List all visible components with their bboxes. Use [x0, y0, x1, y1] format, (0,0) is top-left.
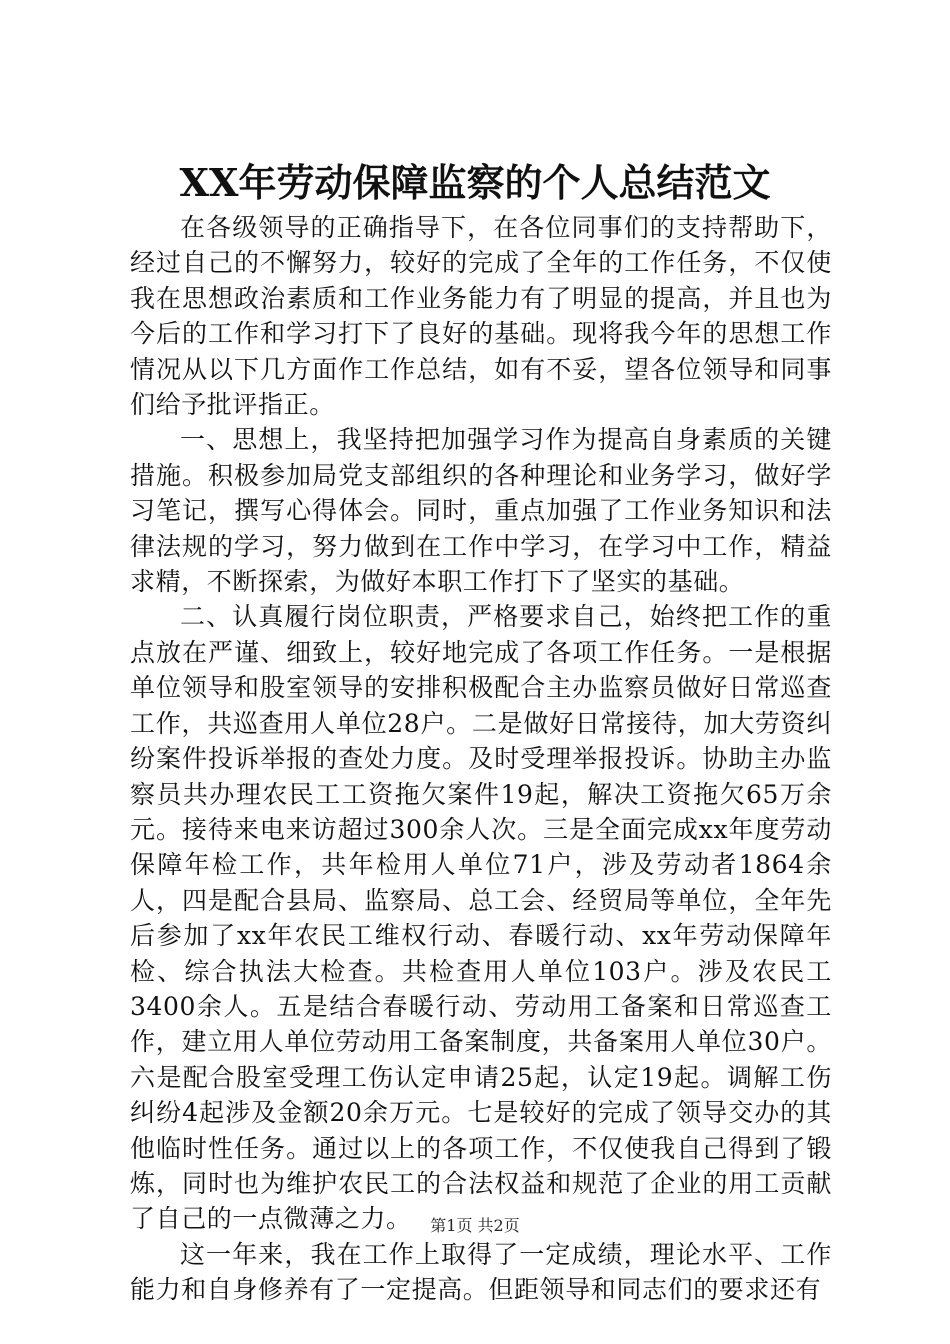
paragraph-thought: 一、思想上，我坚持把加强学习作为提高自身素质的关键措施。积极参加局党支部组织的各种理论和业务学习，做好学习笔记，撰写心得体会。同时，重点加强了工作业务知识和法律法规的学习，努力做到在工作中学习，在学习中工作，精益求精，不断探索，为做好本职工作打下了坚实的基础。 [130, 425, 832, 597]
paragraph-conclusion: 这一年来，我在工作上取得了一定成绩，理论水平、工作能力和自身修养有了一定提高。但距领导和同志们的要求还有 [130, 1239, 832, 1305]
document-title: XX年劳动保障监察的个人总结范文 [179, 160, 771, 205]
page-number-footer: 第1页 共2页 [430, 1216, 520, 1235]
paragraph-duties: 二、认真履行岗位职责，严格要求自己，始终把工作的重点放在严谨、细致上，较好地完成了各项工作任务。一是根据单位领导和股室领导的安排积极配合主办监察员做好日常巡查工作，共巡查用人单位28户。二是做好日常接待，加大劳资纠纷案件投诉举报的查处力度。及时受理举报投诉。协助主办监察员共办理农民工工资拖欠案件19起，解决工资拖欠65万余元。接待来电来访超过300余人次。三是全面完成xx年度劳动保障年检工作，共年检用人单位71户，涉及劳动者1864余人，四是配合县局、监察局、总工会、经贸局等单位，全年先后参加了xx年农民工维权行动、春暖行动、xx年劳动保障年检、综合执法大检查。共检查用人单位103户。涉及农民工3400余人。五是结合春暖行动、劳动用工备案和日常巡查工作，建立用人单位劳动用工备案制度，共备案用人单位30户。六是配合股室受理工伤认定申请25起，认定19起。调解工伤纠纷4起涉及金额20余万元。七是较好的完成了领导交办的其他临时性任务。通过以上的各项工作，不仅使我自己得到了锻炼，同时也为维护农民工的合法权益和规范了企业的用工贡献了自己的一点微薄之力。 [130, 602, 832, 1234]
document-body [130, 210, 832, 1308]
paragraph-intro: 在各级领导的正确指导下，在各位同事们的支持帮助下，经过自己的不懈努力，较好的完成了全年的工作任务，不仅使我在思想政治素质和工作业务能力有了明显的提高，并且也为今后的工作和学习打下了良好的基础。现将我今年的思想工作情况从以下几方面作工作总结，如有不妥，望各位领导和同事们给予批评指正。 [130, 213, 832, 420]
